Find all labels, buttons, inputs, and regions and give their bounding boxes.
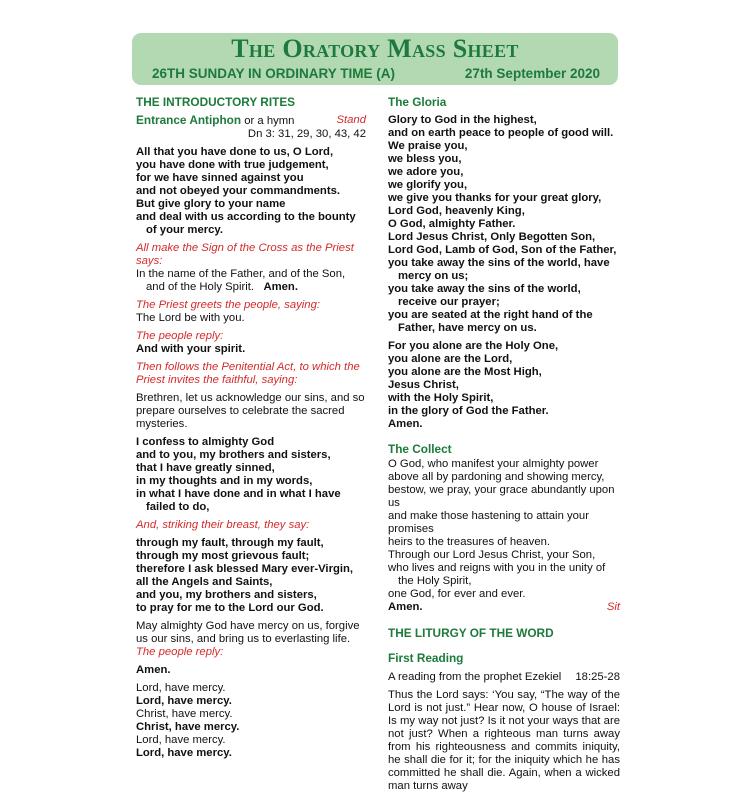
gloria-line: O God, almighty Father.	[388, 218, 516, 230]
collect-line: and make those hastening to attain your promises	[388, 510, 589, 535]
confiteor-part-2	[136, 537, 366, 615]
gloria-line: you are seated at the right hand of the Father, have mercy on us.	[388, 309, 593, 334]
mass-date: 27th September 2020	[464, 66, 600, 81]
collect-line: above all by pardoning and showing mercy,	[388, 471, 605, 483]
sign-of-cross-rubric: All make the Sign of the Cross as the Priest says:	[136, 242, 354, 267]
sign-of-cross-text: In the name of the Father, and of the Son, and of the Holy Spirit. Amen.	[136, 268, 346, 293]
confiteor-line: in what I have done and in what I have failed to do,	[136, 488, 341, 513]
liturgy-of-word-heading: THE LITURGY OF THE WORD	[388, 626, 554, 640]
entrance-antiphon-row	[136, 114, 366, 128]
gloria-line: Amen.	[388, 418, 423, 430]
entrance-antiphon-text	[136, 146, 366, 237]
collect-line: bestow, we pray, your grace abundantly upon us	[388, 484, 615, 509]
gloria-part-2	[388, 340, 620, 431]
stand-rubric: Stand	[336, 114, 366, 126]
confiteor-line: through my most grievous fault;	[136, 550, 310, 562]
kyrie-line: Lord, have mercy.	[136, 695, 232, 707]
collect-text	[388, 458, 620, 601]
sign-amen: Amen.	[263, 281, 298, 293]
kyrie-line: Lord, have mercy.	[136, 734, 226, 746]
kyrie-line: Christ, have mercy.	[136, 708, 233, 720]
entrance-or-hymn: or a hymn	[241, 115, 295, 127]
reply-rubric: The people reply:	[136, 330, 224, 342]
kyrie-line: Lord, have mercy.	[136, 747, 232, 759]
confiteor-line: through my fault, through my fault,	[136, 537, 324, 549]
first-reading-heading: First Reading	[388, 651, 464, 665]
collect-heading: The Collect	[388, 442, 452, 456]
reply-rubric-2: The people reply:	[136, 646, 224, 658]
gloria-line: Glory to God in the highest,	[388, 114, 537, 126]
reading-intro: A reading from the prophet Ezekiel	[388, 671, 562, 683]
penitential-rubric: Then follows the Penitential Act, to which the Priest invites the faithful, saying:	[136, 361, 360, 386]
greeting-text: The Lord be with you.	[136, 312, 245, 324]
confiteor-line: therefore I ask blessed Mary ever-Virgin,	[136, 563, 354, 575]
entrance-antiphon-label: Entrance Antiphon	[136, 113, 242, 127]
confiteor-line: and to you, my brothers and sisters,	[136, 449, 331, 461]
antiphon-line: you have done with true judgement,	[136, 159, 329, 171]
confiteor-part-1	[136, 436, 366, 514]
gloria-line: Jesus Christ,	[388, 379, 459, 391]
collect-amen: Amen.	[388, 601, 423, 613]
confiteor-line: in my thoughts and in my words,	[136, 475, 313, 487]
gloria-line: in the glory of God the Father.	[388, 405, 549, 417]
page-title: The Oratory Mass Sheet	[231, 34, 519, 63]
gloria-line: you take away the sins of the world, have mercy on us;	[388, 257, 610, 282]
gloria-line: We praise you,	[388, 140, 468, 152]
antiphon-line: and not obeyed your commandments.	[136, 185, 341, 197]
antiphon-line: for we have sinned against you	[136, 172, 304, 184]
kyrie-line: Christ, have mercy.	[136, 721, 240, 733]
reading-reference: 18:25-28	[575, 671, 620, 683]
breast-rubric: And, striking their breast, they say:	[136, 519, 310, 531]
gloria-line: For you alone are the Holy One,	[388, 340, 559, 352]
absolution-text: May almighty God have mercy on us, forgive us our sins, and bring us to everlasting life.	[136, 620, 360, 645]
antiphon-line: and deal with us according to the bounty of your mercy.	[136, 211, 356, 236]
reading-intro-row	[388, 671, 620, 684]
greeting-rubric: The Priest greets the people, saying:	[136, 299, 320, 311]
gloria-line: we adore you,	[388, 166, 464, 178]
left-column	[136, 96, 366, 760]
penitential-invitation: Brethren, let us acknowledge our sins, and so prepare ourselves to celebrate the sacred mysteries.	[136, 392, 365, 430]
reading-text: Thus the Lord says: ‘You say, “The way of the Lord is not just.” Hear now, O house of Israel: Is my way not just? Is it not your ways that are not just? When a righteous man turns away from his righteousness and commits iniquity, he shall die for it; for the iniquity which he has committed he shall die. Again, when a wicked man turns away	[388, 689, 620, 792]
kyrie-line: Lord, have mercy.	[136, 682, 226, 694]
collect-line: Through our Lord Jesus Christ, your Son,	[388, 549, 596, 561]
gloria-line: we glorify you,	[388, 179, 468, 191]
gloria-line: Lord God, heavenly King,	[388, 205, 525, 217]
gloria-line: you take away the sins of the world, receive our prayer;	[388, 283, 581, 308]
collect-line: heirs to the treasures of heaven.	[388, 536, 551, 548]
right-column	[388, 96, 620, 793]
antiphon-reference: Dn 3: 31, 29, 30, 43, 42	[247, 128, 366, 140]
collect-line: who lives and reigns with you in the unity of the Holy Spirit,	[388, 562, 606, 587]
amen-response: Amen.	[136, 664, 171, 676]
antiphon-line: All that you have done to us, O Lord,	[136, 146, 334, 158]
kyrie	[136, 682, 366, 760]
gloria-line: you alone are the Most High,	[388, 366, 542, 378]
gloria-line: Lord God, Lamb of God, Son of the Father,	[388, 244, 617, 256]
sit-rubric: Sit	[606, 601, 620, 613]
header-banner	[132, 33, 618, 85]
confiteor-line: that I have greatly sinned,	[136, 462, 275, 474]
collect-amen-row	[388, 601, 620, 614]
gloria-part-1	[388, 114, 620, 335]
sunday-name: 26TH SUNDAY IN ORDINARY TIME (A)	[152, 66, 396, 81]
gloria-line: with the Holy Spirit,	[388, 392, 494, 404]
gloria-line: and on earth peace to people of good will.	[388, 127, 614, 139]
confiteor-line: all the Angels and Saints,	[136, 576, 273, 588]
collect-line: O God, who manifest your almighty power	[388, 458, 599, 470]
gloria-line: you alone are the Lord,	[388, 353, 513, 365]
collect-line: one God, for ever and ever.	[388, 588, 526, 600]
reply-text: And with your spirit.	[136, 343, 246, 355]
confiteor-line: and you, my brothers and sisters,	[136, 589, 317, 601]
gloria-line: we bless you,	[388, 153, 462, 165]
header-subtitle	[152, 66, 600, 81]
antiphon-line: But give glory to your name	[136, 198, 286, 210]
gloria-line: Lord Jesus Christ, Only Begotten Son,	[388, 231, 596, 243]
intro-rites-heading: THE INTRODUCTORY RITES	[136, 95, 296, 109]
confiteor-line: I confess to almighty God	[136, 436, 275, 448]
gloria-heading: The Gloria	[388, 95, 447, 109]
confiteor-line: to pray for me to the Lord our God.	[136, 602, 324, 614]
gloria-line: we give you thanks for your great glory,	[388, 192, 602, 204]
